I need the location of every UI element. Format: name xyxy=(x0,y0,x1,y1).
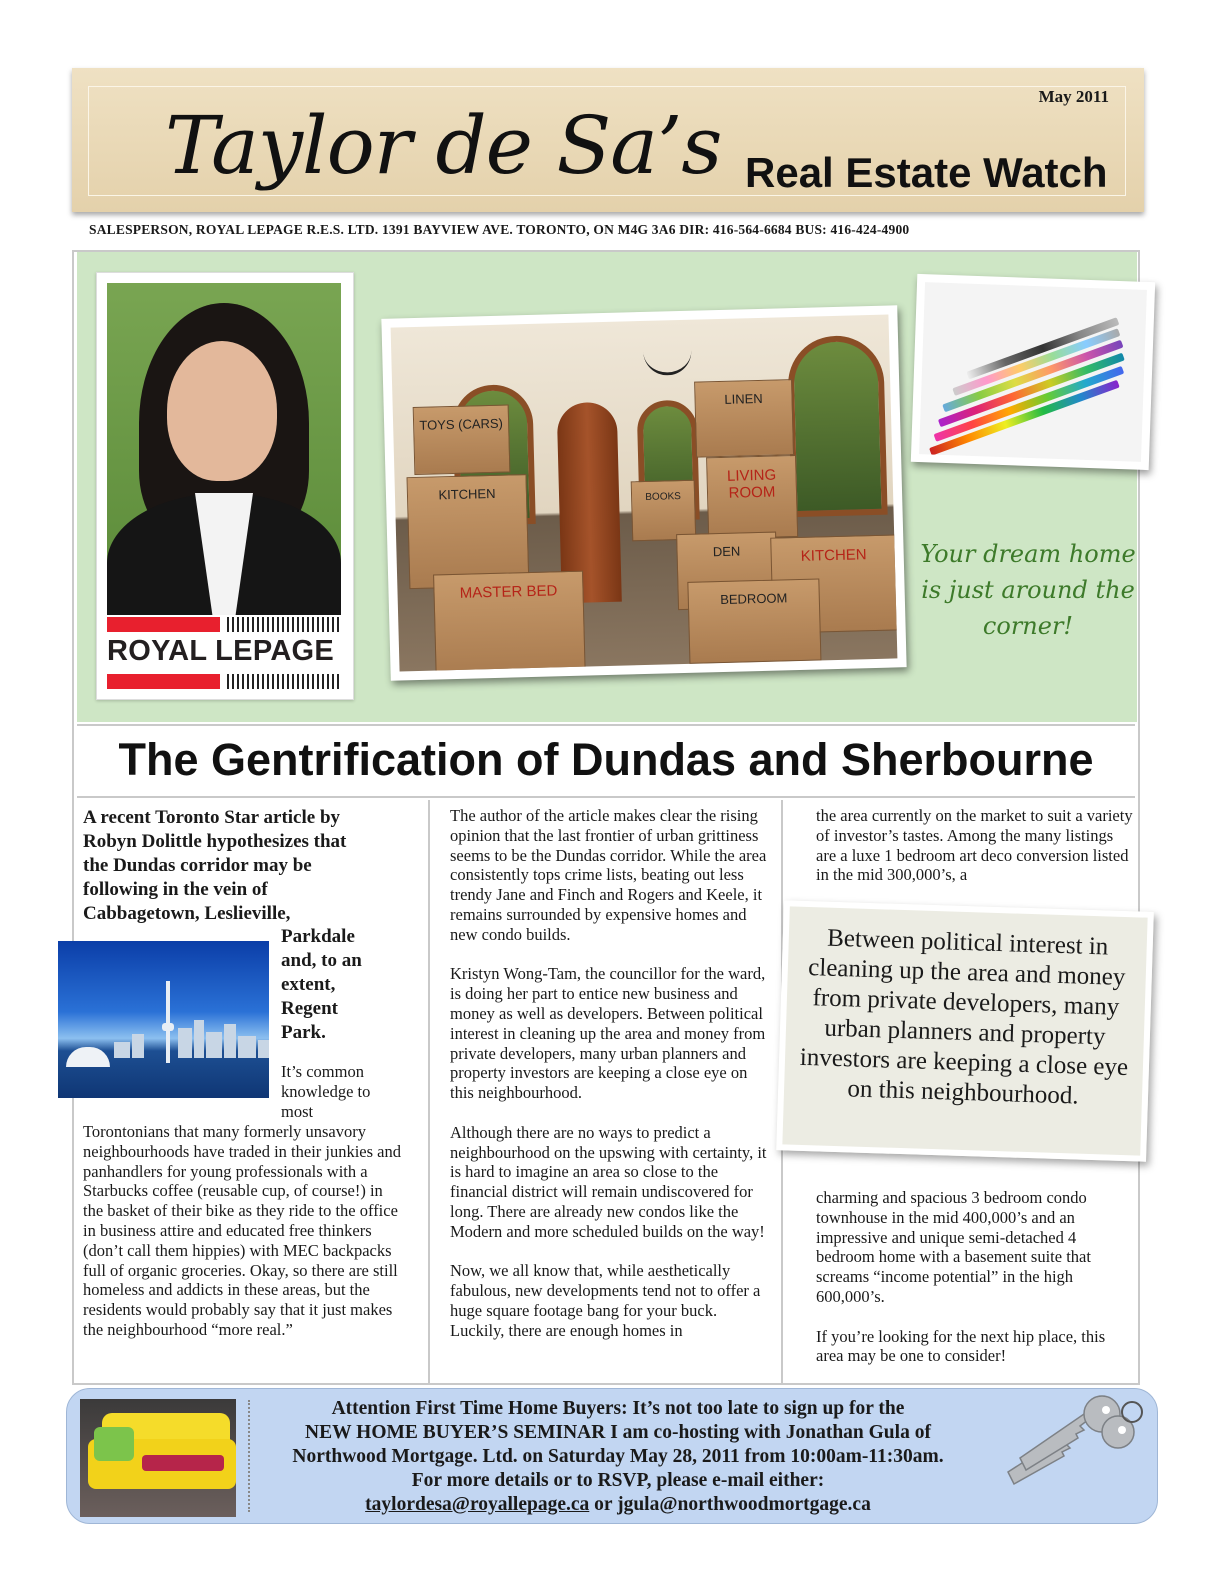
royal-lepage-logo xyxy=(107,617,341,689)
announcement-line: Attention First Time Home Buyers: It’s not too late to sign up for the xyxy=(331,1398,905,1419)
paragraph: charming and spacious 3 bedroom condo townhouse in the mid 400,000’s and an impressive and unique semi-detached 4 bedroom home with a basement suite that screams “income potential” in the high 600,000’s. xyxy=(816,1188,1091,1306)
lede-line: A recent Toronto Star article by xyxy=(83,807,341,828)
lede-line: Cabbagetown, Leslieville, xyxy=(83,903,291,924)
lede-line: following in the vein of xyxy=(83,879,268,900)
paragraph: The author of the article makes clear the rising opinion that the last frontier of urban grittiness seems to be the Dundas corridor. While the area consistently tops crime lists, beating out less trendy Jane and Finch and Rogers and Keele, it remains surrounded by expensive homes and new condo builds. xyxy=(450,806,767,944)
box-kitchen-2: KITCHEN xyxy=(770,534,897,633)
email-link-jgula[interactable]: jgula@northwoodmortgage.ca xyxy=(617,1494,871,1515)
banner-divider xyxy=(248,1400,250,1512)
tagline-line: is just around the xyxy=(921,576,1135,604)
tagline-line: corner! xyxy=(982,612,1074,640)
email-separator: or xyxy=(589,1494,618,1515)
article-body-col3-bottom xyxy=(816,1188,1134,1386)
article-lede xyxy=(83,806,413,926)
issue-date: May 2011 xyxy=(1038,87,1109,106)
tagline xyxy=(918,536,1138,644)
paint-swatches-photo xyxy=(911,274,1155,470)
lede-line: Robyn Dolittle hypothesizes that xyxy=(83,831,347,852)
masthead xyxy=(72,68,1144,212)
contact-line: SALESPERSON, ROYAL LEPAGE R.E.S. LTD. 1391 BAYVIEW AVE. TORONTO, ON M4G 3A6 DIR: 416-564-6684 BUS: 416-424-4900 xyxy=(89,222,910,237)
body-line: most xyxy=(281,1101,314,1121)
box-toys: TOYS (CARS) xyxy=(413,405,511,475)
newsletter-title-script: Taylor de Sa’s xyxy=(165,99,722,192)
agent-card xyxy=(96,272,354,700)
article-body-col3-top xyxy=(816,806,1134,905)
headline-box xyxy=(77,724,1135,798)
paragraph: If you’re looking for the next hip place, this area may be one to consider! xyxy=(816,1326,1106,1366)
agent-headshot xyxy=(107,283,341,615)
paragraph: Torontonians that many formerly unsavory neighbourhoods have traded in their junkies and panhandlers for young professionals with a Starbucks coffee (reusable cup, of course!) in the basket of their bike as they ride to the office in business attire and educated free thinkers (don’t call them hippies) with MEC backpacks full of organic groceries. Okay, so there are still homeless and addicts in these areas, but the residents would probably say that it just makes the neighbourhood “more real.” xyxy=(83,1122,402,1339)
paragraph: the area currently on the market to suit a variety of investor’s tastes. Among the many listings are a luxe 1 bedroom art deco conversion listed in the mid 300,000’s, a xyxy=(816,806,1133,885)
lede-line: and, to an xyxy=(281,950,362,971)
lede-line: Parkdale xyxy=(281,926,355,947)
box-den: DEN xyxy=(676,532,778,611)
box-books: BOOKS xyxy=(631,480,697,542)
box-master-bed: MASTER BED xyxy=(433,571,586,672)
email-link-taylor[interactable]: taylordesa@royallepage.ca xyxy=(365,1494,590,1515)
paragraph: Although there are no ways to predict a neighbourhood on the upswing with certainty, it is hard to imagine an area so close to the financial district will remain undiscovered for long. There are already new condos like the Modern and more scheduled builds on the way! xyxy=(450,1122,767,1241)
article-body-narrow xyxy=(281,1062,421,1121)
moving-boxes-photo xyxy=(381,305,906,680)
box-kitchen: KITCHEN xyxy=(407,474,530,589)
box-linen: LINEN xyxy=(694,379,794,458)
tagline-line: Your dream home xyxy=(920,540,1136,568)
chandelier-icon xyxy=(643,334,692,376)
box-bedroom: BEDROOM xyxy=(687,578,821,663)
yellow-couch-photo xyxy=(80,1399,236,1517)
announcement-line: NEW HOME BUYER’S SEMINAR I am co-hosting with Jonathan Gula of xyxy=(305,1422,931,1443)
keys-icon xyxy=(1000,1392,1150,1488)
pull-quote: Between political interest in cleaning up the area and money from private developers, many urban planners and property investors are keeping a close eye on this neighbourhood. xyxy=(776,900,1154,1161)
lede-line: Regent xyxy=(281,998,338,1019)
lede-line: the Dundas corridor may be xyxy=(83,855,312,876)
body-line: It’s common xyxy=(281,1062,364,1081)
lede-line: Park. xyxy=(281,1022,326,1043)
column-divider xyxy=(428,800,430,1384)
newsletter-title: Real Estate Watch xyxy=(745,149,1108,196)
toronto-skyline-photo xyxy=(58,941,269,1098)
announcement-line: Northwood Mortgage. Ltd. on Saturday May 28, 2011 from 10:00am-11:30am. xyxy=(292,1446,944,1467)
announcement-line: For more details or to RSVP, please e-mail either: xyxy=(411,1470,825,1491)
logo-text: ROYAL LEPAGE xyxy=(107,635,335,667)
box-living-room: LIVING ROOM xyxy=(706,455,798,539)
email-line xyxy=(252,1493,984,1517)
article-headline: The Gentrification of Dundas and Sherbourne xyxy=(118,734,1094,785)
article-lede-wrap xyxy=(281,925,421,1045)
paragraph: Kristyn Wong-Tam, the councillor for the ward, is doing her part to entice new business and money as well as developers. Between political interest in cleaning up the area and money from private developers, many urban planners and property investors are keeping a close eye on this neighbourhood. xyxy=(450,964,766,1103)
lede-line: extent, xyxy=(281,974,336,995)
article-body-col1 xyxy=(83,1122,405,1360)
seminar-announcement xyxy=(252,1397,984,1517)
masthead-frame xyxy=(88,86,1126,196)
body-line: knowledge to xyxy=(281,1081,371,1101)
paragraph: Now, we all know that, while aesthetically fabulous, new developments tend not to offer a huge square footage bang for your buck. Luckily, there are enough homes in xyxy=(450,1261,761,1340)
article-body-col2 xyxy=(450,806,768,1360)
